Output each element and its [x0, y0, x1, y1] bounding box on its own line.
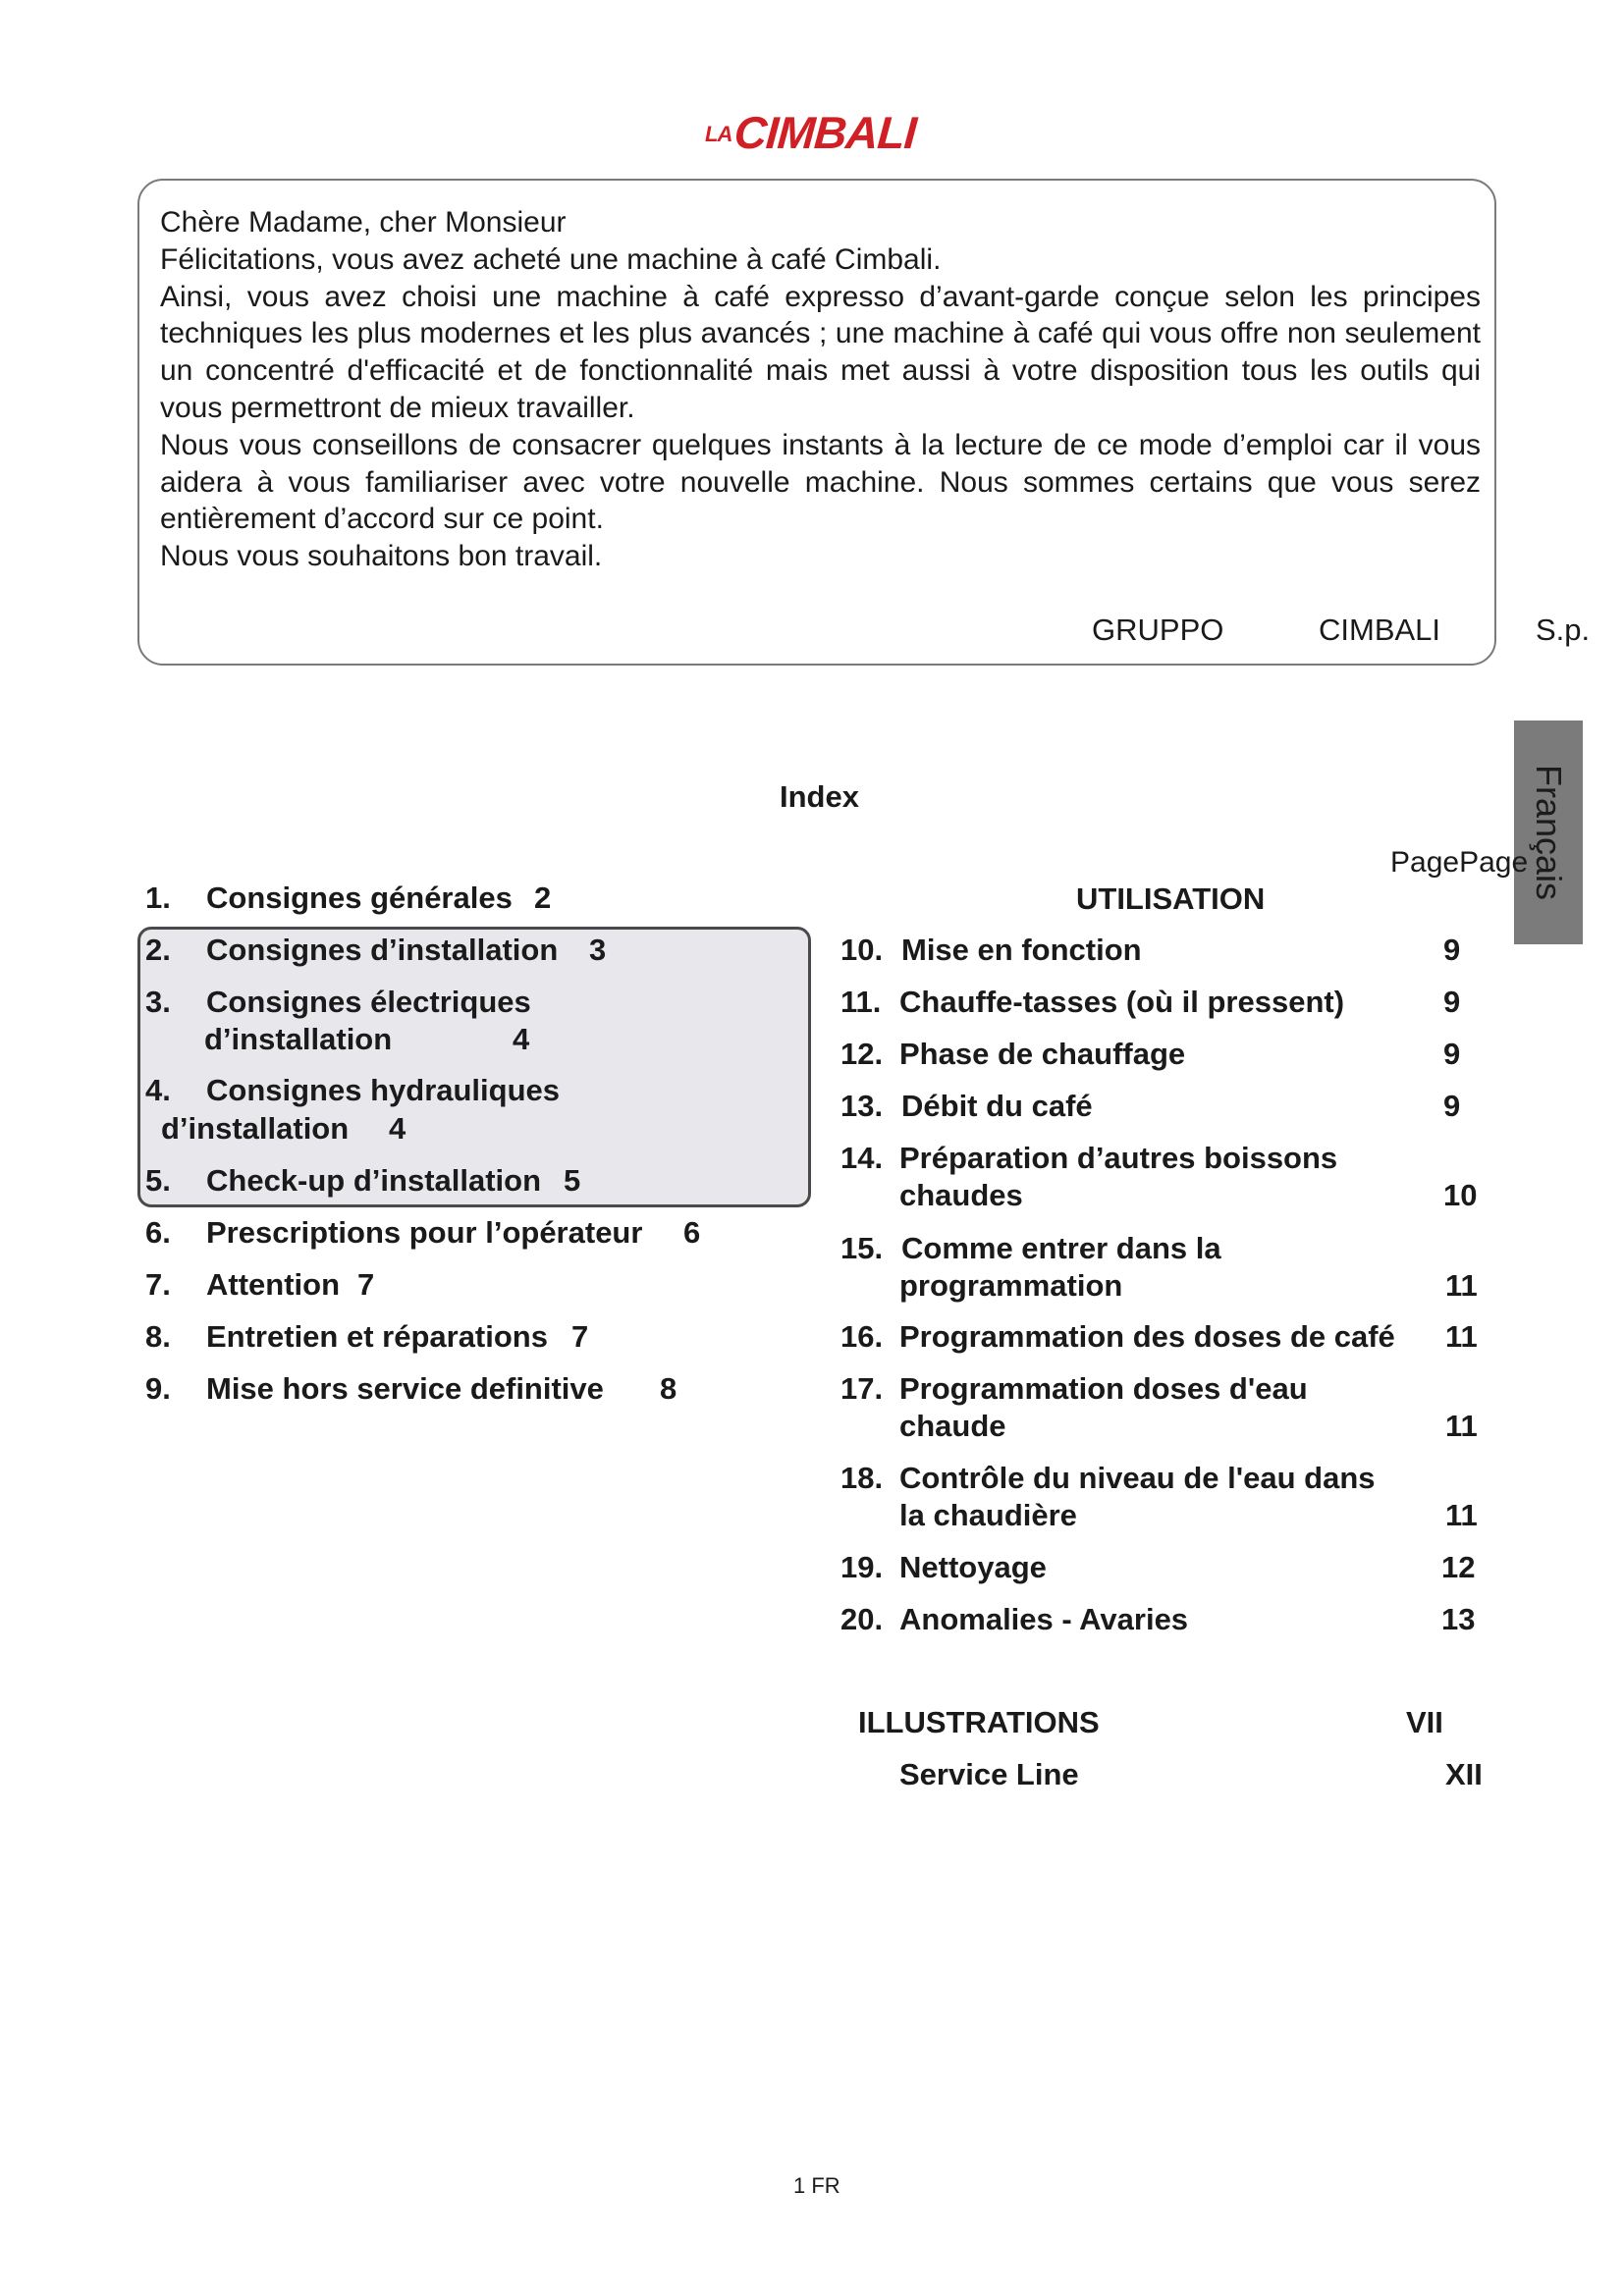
logo-name: CIMBALI	[732, 107, 918, 158]
toc-label: Service Line	[899, 1757, 1079, 1791]
index-title: Index	[780, 779, 859, 814]
toc-page: 6	[683, 1215, 701, 1250]
toc-page: 2	[534, 881, 552, 915]
toc-page: 11	[1445, 1409, 1478, 1443]
toc-page: 13	[1441, 1602, 1476, 1636]
toc-label: Entretien et réparations	[206, 1319, 548, 1354]
toc-number: 18.	[840, 1461, 884, 1495]
toc-number: 15.	[840, 1231, 884, 1265]
toc-page: 8	[660, 1371, 677, 1406]
toc-page: 4	[389, 1111, 406, 1146]
page-number: 1 FR	[793, 2173, 840, 2198]
page-column-label: PagePage	[1390, 846, 1529, 879]
toc-label-line2: chaude	[899, 1409, 1006, 1443]
toc-number: 19.	[840, 1550, 884, 1584]
toc-page: 12	[1441, 1550, 1476, 1584]
signature-cimbali: CIMBALI	[1319, 613, 1441, 647]
cimbali-logo	[705, 106, 931, 157]
toc-page: 7	[357, 1267, 375, 1302]
toc-label: Prescriptions pour l’opérateur	[206, 1215, 643, 1250]
toc-page: 11	[1445, 1498, 1478, 1532]
toc-label-line2: d’installation	[161, 1111, 350, 1146]
toc-page: 11	[1445, 1319, 1478, 1354]
toc-label-line2: d’installation	[204, 1022, 393, 1056]
toc-label: Mise en fonction	[901, 933, 1142, 967]
toc-page: 9	[1443, 985, 1461, 1019]
toc-label: Mise hors service definitive	[206, 1371, 604, 1406]
toc-number: 7.	[145, 1267, 171, 1302]
toc-label: Check-up d’installation	[206, 1163, 542, 1198]
toc-number: 20.	[840, 1602, 884, 1636]
toc-label-line2: programmation	[899, 1268, 1123, 1303]
toc-page: 10	[1443, 1178, 1478, 1212]
logo-prefix: LA	[705, 122, 732, 146]
toc-number: 6.	[145, 1215, 171, 1250]
toc-number: 3.	[145, 985, 171, 1019]
toc-number: 2.	[145, 933, 171, 967]
toc-number: 5.	[145, 1163, 171, 1198]
toc-label: Contrôle du niveau de l'eau dans	[899, 1461, 1376, 1495]
toc-page: 9	[1443, 1089, 1461, 1123]
language-tab[interactable]	[1514, 721, 1583, 944]
toc-label: Programmation doses d'eau	[899, 1371, 1308, 1406]
intro-paragraph: Ainsi, vous avez choisi une machine à café expresso d’avant-garde conçue selon les principes techniques les plus modernes et les plus avancés ; une machine à café qui vous offre non seulement un concentré d'efficacité et de fonctionnalité mais met aussi à votre disposition tous les outils qui vous permettront de mieux travailler.	[160, 280, 1481, 424]
toc-label: Phase de chauffage	[899, 1037, 1186, 1071]
toc-number: 1.	[145, 881, 171, 915]
toc-label: Consignes hydrauliques	[206, 1073, 561, 1107]
language-tab-label: Français	[1529, 764, 1569, 901]
signature-gruppo: GRUPPO	[1092, 613, 1224, 647]
toc-page: XII	[1445, 1757, 1483, 1791]
toc-label: Attention	[206, 1267, 341, 1302]
toc-number: 14.	[840, 1141, 884, 1175]
toc-number: 4.	[145, 1073, 171, 1107]
toc-number: 17.	[840, 1371, 884, 1406]
toc-label: Consignes électriques	[206, 985, 531, 1019]
toc-label: Chauffe-tasses (où il pressent)	[899, 985, 1345, 1019]
toc-number: 12.	[840, 1037, 884, 1071]
toc-page: 9	[1443, 1037, 1461, 1071]
intro-greeting: Chère Madame, cher Monsieur	[160, 206, 567, 239]
toc-label: ILLUSTRATIONS	[858, 1705, 1100, 1739]
toc-number: 8.	[145, 1319, 171, 1354]
toc-label: Comme entrer dans la	[901, 1231, 1221, 1265]
toc-label: Consignes générales	[206, 881, 513, 915]
toc-label: Consignes d’installation	[206, 933, 559, 967]
toc-label: Programmation des doses de café	[899, 1319, 1395, 1354]
toc-page: 4	[513, 1022, 530, 1056]
toc-page: 9	[1443, 933, 1461, 967]
toc-label-line2: la chaudière	[899, 1498, 1077, 1532]
intro-letter	[160, 204, 1481, 575]
intro-paragraph: Félicitations, vous avez acheté une machine à café Cimbali.	[160, 242, 942, 276]
toc-number: 13.	[840, 1089, 884, 1123]
toc-page: VII	[1406, 1705, 1443, 1739]
toc-page: 5	[564, 1163, 581, 1198]
utilisation-heading: UTILISATION	[1076, 881, 1266, 916]
toc-page: 3	[589, 933, 607, 967]
signature-spa: S.p.	[1536, 613, 1591, 647]
toc-number: 11.	[840, 985, 882, 1019]
toc-label: Préparation d’autres boissons	[899, 1141, 1338, 1175]
toc-number: 16.	[840, 1319, 884, 1354]
toc-page: 7	[571, 1319, 589, 1354]
toc-page: 11	[1445, 1268, 1478, 1303]
toc-number: 9.	[145, 1371, 171, 1406]
toc-label: Anomalies - Avaries	[899, 1602, 1189, 1636]
toc-label: Nettoyage	[899, 1550, 1047, 1584]
intro-closing: Nous vous souhaitons bon travail.	[160, 540, 603, 573]
toc-number: 10.	[840, 933, 884, 967]
intro-paragraph: Nous vous conseillons de consacrer quelques instants à la lecture de ce mode d’emploi car il vous aidera à vous familiariser avec votre nouvelle machine. Nous sommes certains que vous serez entièrement d’accord sur ce point.	[160, 428, 1481, 536]
toc-label: Débit du café	[901, 1089, 1093, 1123]
toc-label-line2: chaudes	[899, 1178, 1023, 1212]
